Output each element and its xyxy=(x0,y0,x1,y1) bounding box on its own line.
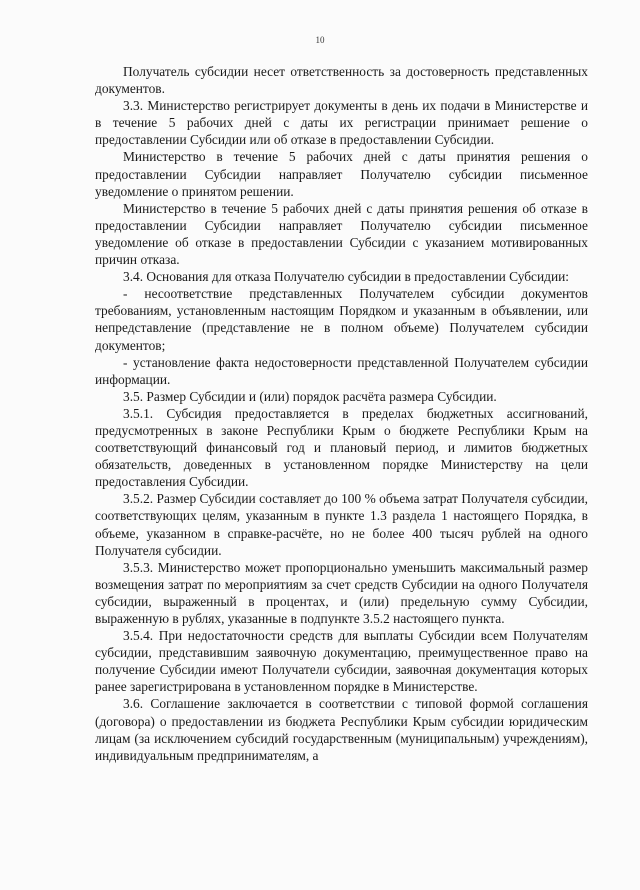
paragraph-3-5-2: 3.5.2. Размер Субсидии составляет до 100 % объема затрат Получателя субсидии, соответствующих целям, указанным в пункте 1.3 раздела 1 настоящего Порядка, в объеме, указанном в справке-расчёте, но не более 400 тысяч рублей на одного Получателя субсидии. xyxy=(95,491,588,558)
list-item-false-info: - установление факта недостоверности представленной Получателем субсидии информации. xyxy=(95,354,588,387)
paragraph-3-5: 3.5. Размер Субсидии и (или) порядок расчёта размера Субсидии. xyxy=(123,388,497,404)
list-item-noncompliance: - несоответствие представленных Получателем субсидии документов требованиям, установленным настоящим Порядком и указанным в объявлении, или непредставление (представление не в полном объеме) Получателем субсидии документов; xyxy=(95,286,588,353)
paragraph-3-3: 3.3. Министерство регистрирует документы в день их подачи в Министерстве и в течение 5 рабочих дней с даты их регистрации принимает решение о предоставлении Субсидии или об отказе в предоставлении Субсидии. xyxy=(95,98,588,148)
paragraph-notify-approval: Министерство в течение 5 рабочих дней с даты принятия решения о предоставлении Субсидии направляет Получателю субсидии письменное уведомление о принятом решении. xyxy=(95,149,588,199)
paragraph-notify-refusal: Министерство в течение 5 рабочих дней с даты принятия решения об отказе в предоставлении Субсидии направляет Получателю субсидии письменное уведомление об отказе в предоставлении Субсидии с указанием мотивированных причин отказа. xyxy=(95,200,588,268)
paragraph-3-4: 3.4. Основания для отказа Получателю субсидии в предоставлении Субсидии: xyxy=(123,269,570,285)
paragraph-3-5-1: 3.5.1. Субсидия предоставляется в пределах бюджетных ассигнований, предусмотренных в законе Республики Крым о бюджете Республики Крым на соответствующий финансовый год и плановый период, и лимитов бюджетных обязательств, доведенных в установленном порядке Министерству на цели предоставления Субсидии. xyxy=(95,405,588,490)
page-number: 10 xyxy=(315,35,325,45)
paragraph-3-6: 3.6. Соглашение заключается в соответствии с типовой формой соглашения (договора) о предоставлении из бюджета Республики Крым субсидии юридическим лицам (за исключением субсидий государственным (муниципальным) учреждениям), индивидуальным предпринимателям, а xyxy=(95,696,588,763)
paragraph-responsibility: Получатель субсидии несет ответственность за достоверность представленных документов. xyxy=(95,64,588,97)
paragraph-3-5-3: 3.5.3. Министерство может пропорционально уменьшить максимальный размер возмещения затрат по мероприятиям за счет средств Субсидии на одного Получателя субсидии, выраженный в процентах, и (или) предельную сумму Субсидии, выраженную в рублях, указанные в подпункте 3.5.2 настоящего пункта. xyxy=(95,559,588,626)
document-body xyxy=(95,63,588,764)
paragraph-3-5-4: 3.5.4. При недостаточности средств для выплаты Субсидии всем Получателям субсидии, представившим заявочную документацию, преимущественное право на получение Субсидии имеют Получатели субсидии, заявочная документация которых ранее зарегистрирована в установленном порядке в Министерстве. xyxy=(95,628,588,695)
